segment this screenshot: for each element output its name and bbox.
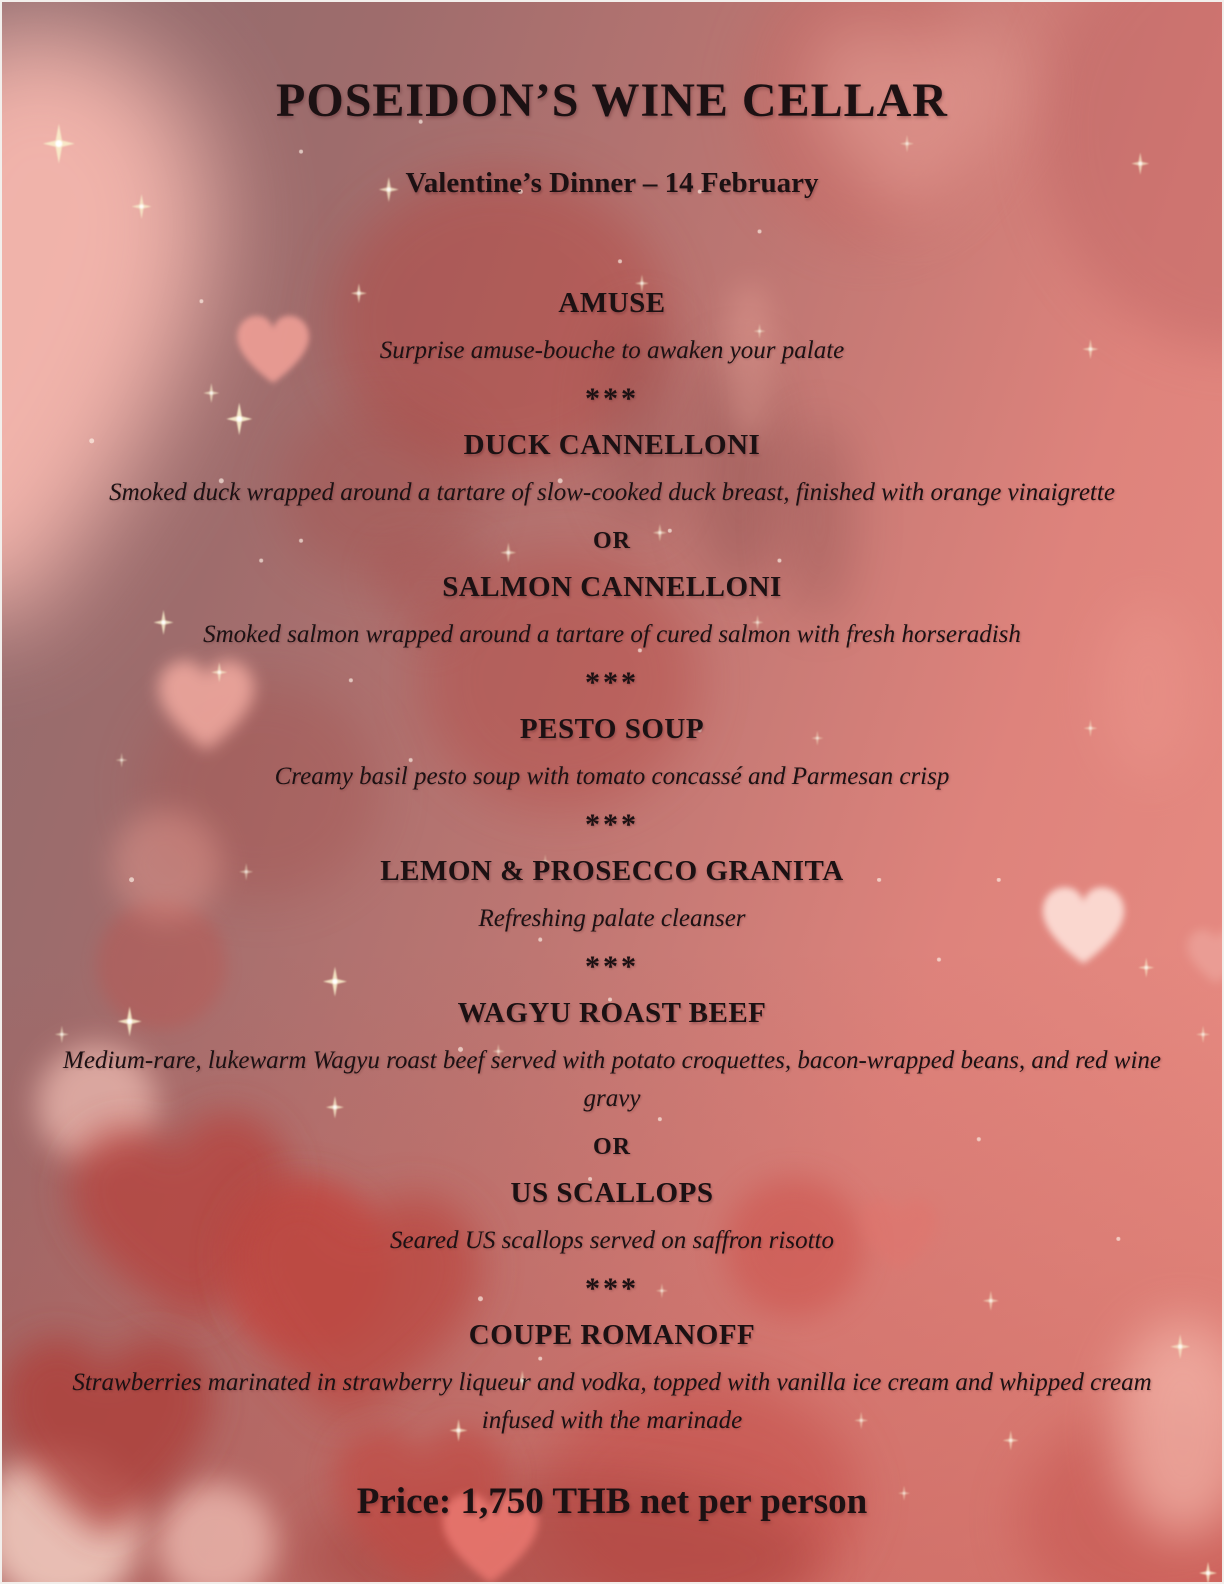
- restaurant-title: POSEIDON’S WINE CELLAR: [276, 74, 948, 127]
- course-description: Strawberries marinated in strawberry liqueur and vodka, topped with vanilla ice cream and whipped cream infused with the marinade: [72, 1369, 1152, 1434]
- or-separator: OR: [593, 528, 631, 554]
- course-separator: ***: [585, 950, 639, 983]
- menu-content: [2, 2, 1222, 1582]
- price-line: Price: 1,750 THB net per person: [356, 1481, 868, 1522]
- course-description: Surprise amuse-bouche to awaken your palate: [379, 337, 845, 364]
- course-separator: ***: [585, 808, 639, 841]
- course-name: LEMON & PROSECCO GRANITA: [380, 855, 844, 887]
- event-subtitle: Valentine’s Dinner – 14 February: [405, 167, 819, 199]
- course-description: Seared US scallops served on saffron risotto: [390, 1227, 834, 1254]
- course-separator: ***: [585, 666, 639, 699]
- course-separator: ***: [585, 382, 639, 415]
- course-separator: ***: [585, 1272, 639, 1305]
- or-separator: OR: [593, 1134, 631, 1160]
- course-description: Creamy basil pesto soup with tomato concassé and Parmesan crisp: [274, 763, 950, 790]
- course-description: Smoked salmon wrapped around a tartare of cured salmon with fresh horseradish: [203, 621, 1021, 648]
- course-name: SALMON CANNELLONI: [442, 571, 782, 603]
- course-name: WAGYU ROAST BEEF: [457, 997, 767, 1029]
- course-name: PESTO SOUP: [519, 713, 705, 745]
- course-description: Refreshing palate cleanser: [478, 905, 746, 932]
- course-description: Smoked duck wrapped around a tartare of slow-cooked duck breast, finished with orange vinaigrette: [109, 479, 1115, 506]
- menu-courses: [2, 286, 1222, 1440]
- course-description: Medium-rare, lukewarm Wagyu roast beef served with potato croquettes, bacon-wrapped beans, and red wine gravy: [63, 1047, 1161, 1112]
- course-name: DUCK CANNELLONI: [463, 429, 761, 461]
- course-name: US SCALLOPS: [510, 1177, 714, 1209]
- course-name: COUPE ROMANOFF: [468, 1319, 756, 1351]
- course-name: AMUSE: [558, 287, 666, 319]
